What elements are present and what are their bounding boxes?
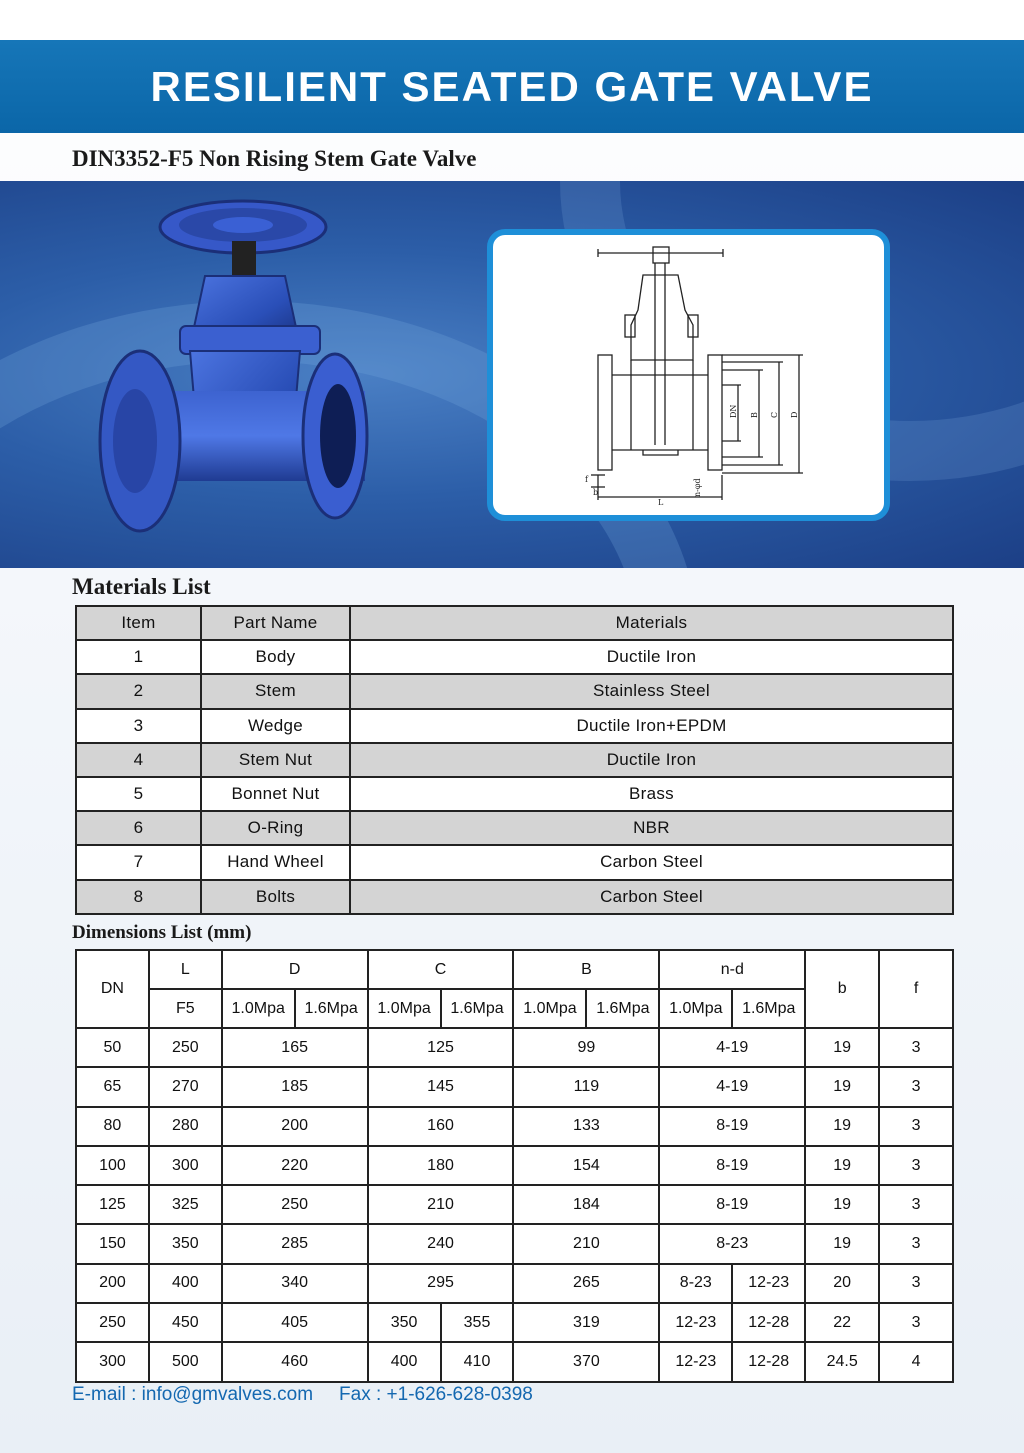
header-f: f: [879, 950, 953, 1028]
fax-text: Fax : +1-626-628-0398: [339, 1384, 533, 1405]
table-row: [76, 1342, 953, 1381]
material: Carbon Steel: [350, 845, 953, 879]
header-part-name: Part Name: [201, 606, 350, 640]
cell-nd: 8-19: [659, 1146, 805, 1185]
part-name: Stem Nut: [201, 743, 350, 777]
cell-b-col: 99: [513, 1028, 659, 1067]
table-row: [76, 1185, 953, 1224]
cell-b-col: 265: [513, 1264, 659, 1303]
cell-b: 24.5: [805, 1342, 879, 1381]
dimensions-title: Dimensions List (mm): [72, 922, 252, 943]
cell-b: 19: [805, 1028, 879, 1067]
cell-b-col: 370: [513, 1342, 659, 1381]
material: Ductile Iron: [350, 743, 953, 777]
header-pressure: 1.0Mpa: [222, 989, 295, 1028]
cell-b-col: 133: [513, 1107, 659, 1146]
part-name: Bolts: [201, 880, 350, 914]
table-row: [76, 1264, 953, 1303]
table-row: [76, 811, 953, 845]
cell-f: 3: [879, 1107, 953, 1146]
part-name: Bonnet Nut: [201, 777, 350, 811]
item-number: 2: [76, 674, 201, 708]
cell-d: 165: [222, 1028, 368, 1067]
cell-c-10: 350: [368, 1303, 441, 1342]
cell-c: 125: [368, 1028, 514, 1067]
email-link[interactable]: E-mail : info@gmvalves.com: [72, 1384, 314, 1405]
cell-nd: 8-19: [659, 1185, 805, 1224]
cell-d: 250: [222, 1185, 368, 1224]
title-banner: [0, 40, 1024, 133]
cell-dn: 300: [76, 1342, 149, 1381]
header-pressure: 1.0Mpa: [659, 989, 732, 1028]
cell-c: 295: [368, 1264, 514, 1303]
cell-dn: 150: [76, 1224, 149, 1263]
cell-c: 240: [368, 1224, 514, 1263]
header-b: b: [805, 950, 879, 1028]
table-row: [76, 640, 953, 674]
header-pressure: 1.6Mpa: [441, 989, 514, 1028]
materials-header-row: [76, 606, 953, 640]
table-row: [76, 1067, 953, 1106]
cell-d: 200: [222, 1107, 368, 1146]
material: Brass: [350, 777, 953, 811]
cell-b-col: 184: [513, 1185, 659, 1224]
contact-footer: [72, 1384, 533, 1406]
cell-d: 340: [222, 1264, 368, 1303]
cell-b: 19: [805, 1185, 879, 1224]
cell-f: 3: [879, 1028, 953, 1067]
table-row: [76, 1224, 953, 1263]
cell-nd-16: 12-28: [732, 1342, 805, 1381]
header-materials: Materials: [350, 606, 953, 640]
table-row: [76, 1028, 953, 1067]
item-number: 3: [76, 709, 201, 743]
cell-b: 19: [805, 1067, 879, 1106]
cell-f: 3: [879, 1067, 953, 1106]
header-c: C: [368, 950, 514, 989]
cell-f: 4: [879, 1342, 953, 1381]
header-item: Item: [76, 606, 201, 640]
table-row: [76, 1146, 953, 1185]
item-number: 5: [76, 777, 201, 811]
cell-d: 405: [222, 1303, 368, 1342]
cell-dn: 125: [76, 1185, 149, 1224]
cell-l: 280: [149, 1107, 222, 1146]
cell-l: 350: [149, 1224, 222, 1263]
table-row: [76, 1107, 953, 1146]
cell-nd-16: 12-28: [732, 1303, 805, 1342]
cell-b: 19: [805, 1146, 879, 1185]
cell-l: 400: [149, 1264, 222, 1303]
cell-c: 180: [368, 1146, 514, 1185]
cell-b-col: 210: [513, 1224, 659, 1263]
table-row: [76, 1303, 953, 1342]
part-name: O-Ring: [201, 811, 350, 845]
header-b-col: B: [513, 950, 659, 989]
cell-f: 3: [879, 1146, 953, 1185]
cell-d: 285: [222, 1224, 368, 1263]
cell-b: 19: [805, 1224, 879, 1263]
header-pressure: 1.6Mpa: [295, 989, 368, 1028]
material: Stainless Steel: [350, 674, 953, 708]
cell-nd-10: 8-23: [659, 1264, 732, 1303]
materials-title: Materials List: [72, 574, 211, 599]
cell-dn: 100: [76, 1146, 149, 1185]
cell-c: 145: [368, 1067, 514, 1106]
item-number: 7: [76, 845, 201, 879]
technical-drawing: [487, 229, 890, 521]
cell-dn: 65: [76, 1067, 149, 1106]
part-name: Stem: [201, 674, 350, 708]
cell-b: 22: [805, 1303, 879, 1342]
material: Ductile Iron: [350, 640, 953, 674]
table-row: [76, 777, 953, 811]
part-name: Hand Wheel: [201, 845, 350, 879]
part-name: Body: [201, 640, 350, 674]
cell-dn: 80: [76, 1107, 149, 1146]
cell-b-col: 319: [513, 1303, 659, 1342]
drawing-label-dn: DN: [729, 404, 738, 418]
cell-f: 3: [879, 1264, 953, 1303]
table-row: [76, 674, 953, 708]
cell-b: 20: [805, 1264, 879, 1303]
item-number: 6: [76, 811, 201, 845]
item-number: 4: [76, 743, 201, 777]
header-nd: n-d: [659, 950, 805, 989]
cell-dn: 50: [76, 1028, 149, 1067]
cell-nd-16: 12-23: [732, 1264, 805, 1303]
table-row: [76, 845, 953, 879]
dimensions-table: [75, 949, 954, 1383]
drawing-label-b: B: [750, 412, 759, 418]
header-pressure: 1.0Mpa: [368, 989, 441, 1028]
table-row: [76, 743, 953, 777]
cell-b-col: 154: [513, 1146, 659, 1185]
product-subtitle: DIN3352-F5 Non Rising Stem Gate Valve: [72, 146, 477, 171]
header-pressure: 1.0Mpa: [513, 989, 586, 1028]
valve-schematic: [493, 235, 884, 515]
materials-table: [75, 605, 954, 915]
cell-c: 160: [368, 1107, 514, 1146]
drawing-label-b-small: b: [593, 488, 599, 497]
drawing-label-f: f: [585, 475, 588, 484]
cell-nd: 8-19: [659, 1107, 805, 1146]
cell-nd: 8-23: [659, 1224, 805, 1263]
drawing-label-d: D: [790, 411, 799, 418]
table-row: [76, 880, 953, 914]
header-dn: DN: [76, 950, 149, 1028]
cell-b: 19: [805, 1107, 879, 1146]
cell-dn: 200: [76, 1264, 149, 1303]
drawing-label-l: L: [658, 498, 664, 507]
cell-dn: 250: [76, 1303, 149, 1342]
cell-l: 250: [149, 1028, 222, 1067]
header-d: D: [222, 950, 368, 989]
cell-nd: 4-19: [659, 1067, 805, 1106]
cell-l: 450: [149, 1303, 222, 1342]
drawing-label-nd: n-φd: [693, 478, 702, 497]
cell-f: 3: [879, 1224, 953, 1263]
page-title: RESILIENT SEATED GATE VALVE: [150, 62, 874, 110]
cell-f: 3: [879, 1303, 953, 1342]
material: Carbon Steel: [350, 880, 953, 914]
cell-b-col: 119: [513, 1067, 659, 1106]
cell-l: 300: [149, 1146, 222, 1185]
item-number: 1: [76, 640, 201, 674]
header-pressure: 1.6Mpa: [732, 989, 805, 1028]
header-f5: F5: [149, 989, 222, 1028]
header-pressure: 1.6Mpa: [586, 989, 659, 1028]
cell-nd-10: 12-23: [659, 1303, 732, 1342]
cell-c: 210: [368, 1185, 514, 1224]
header-l: L: [149, 950, 222, 989]
item-number: 8: [76, 880, 201, 914]
cell-l: 500: [149, 1342, 222, 1381]
cell-c-16: 410: [441, 1342, 514, 1381]
dimensions-header-row: [76, 950, 953, 989]
cell-f: 3: [879, 1185, 953, 1224]
top-margin: [0, 0, 1024, 40]
cell-c-16: 355: [441, 1303, 514, 1342]
cell-d: 185: [222, 1067, 368, 1106]
cell-l: 325: [149, 1185, 222, 1224]
cell-nd-10: 12-23: [659, 1342, 732, 1381]
cell-l: 270: [149, 1067, 222, 1106]
part-name: Wedge: [201, 709, 350, 743]
cell-d: 460: [222, 1342, 368, 1381]
cell-d: 220: [222, 1146, 368, 1185]
material: Ductile Iron+EPDM: [350, 709, 953, 743]
cell-c-10: 400: [368, 1342, 441, 1381]
drawing-label-c: C: [770, 411, 779, 418]
material: NBR: [350, 811, 953, 845]
table-row: [76, 709, 953, 743]
cell-nd: 4-19: [659, 1028, 805, 1067]
